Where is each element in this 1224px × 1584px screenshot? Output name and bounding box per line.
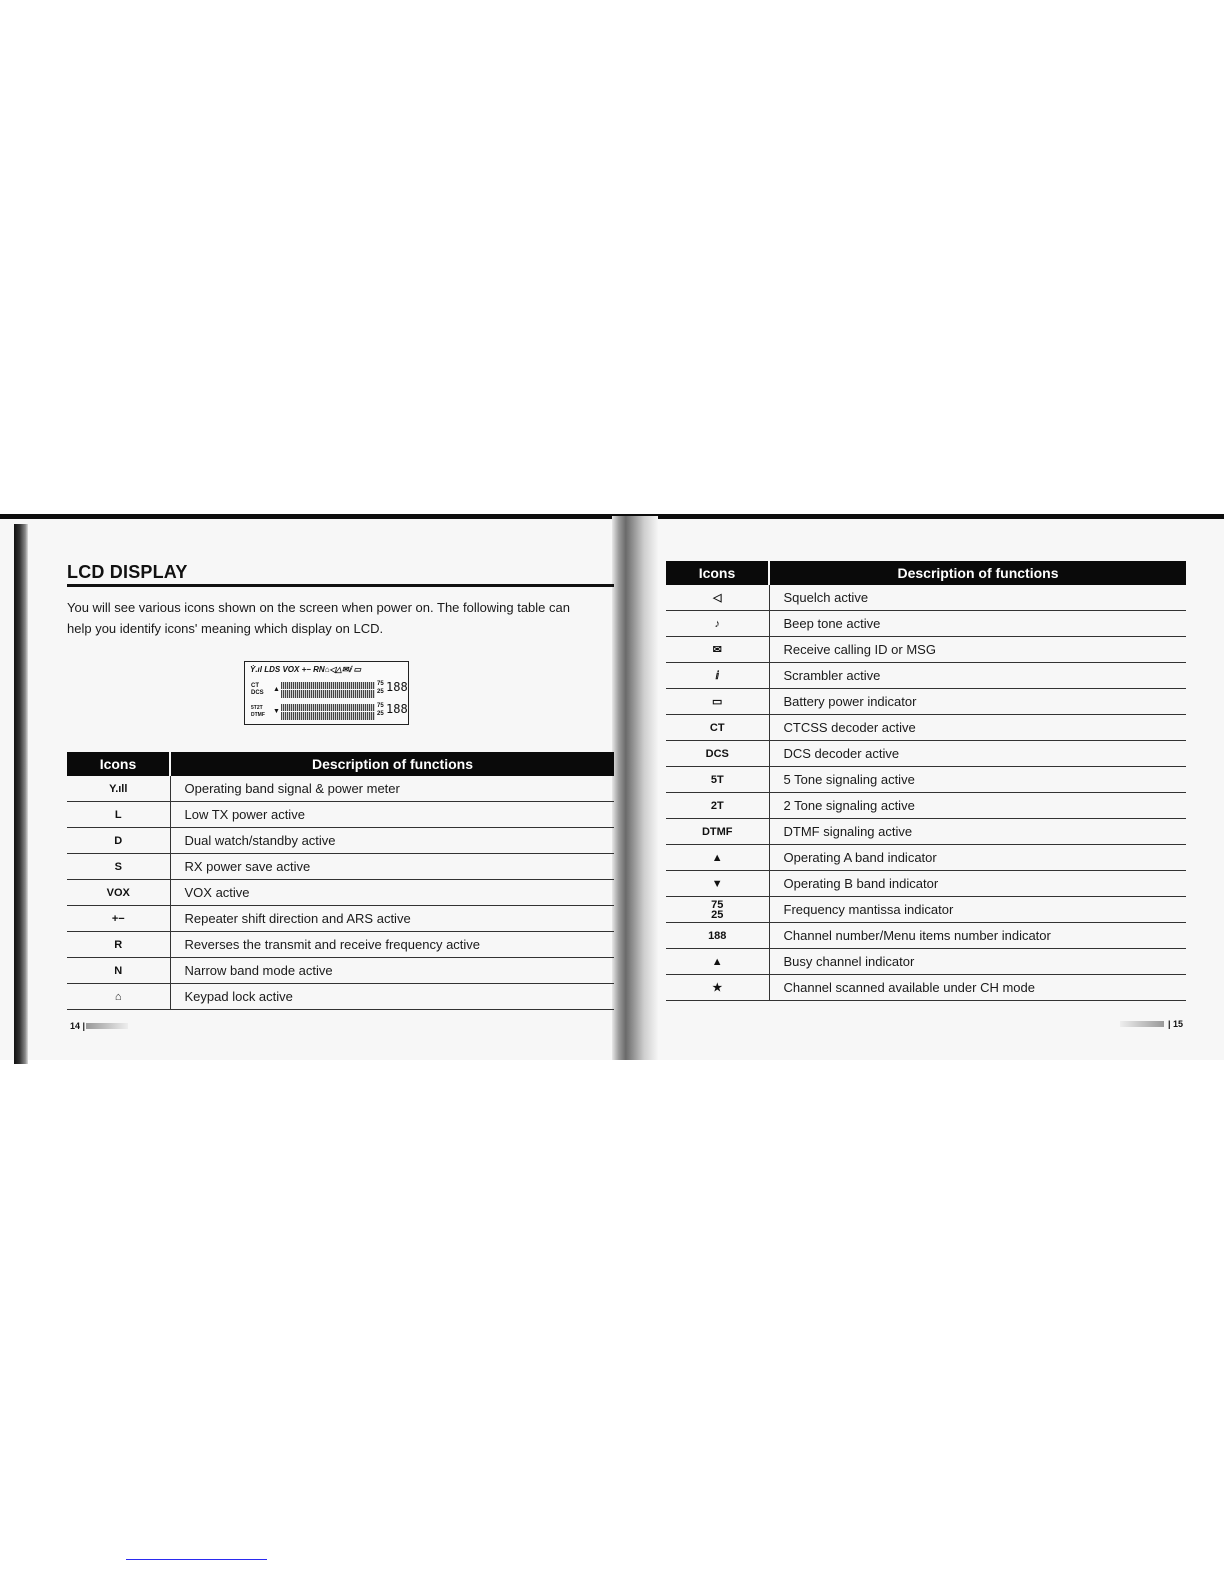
- row-description: Operating B band indicator: [769, 871, 1186, 897]
- table-row: [67, 880, 614, 906]
- row-icon: ▲: [666, 949, 769, 975]
- table-row: [666, 637, 1186, 663]
- table-row: [666, 845, 1186, 871]
- table-row: [666, 767, 1186, 793]
- row-description: Operating A band indicator: [769, 845, 1186, 871]
- row-description: Dual watch/standby active: [170, 828, 614, 854]
- page-number-bar-left: [86, 1023, 128, 1029]
- lcd-a-arrow-icon: ▲: [273, 686, 280, 693]
- title-rule: [67, 584, 614, 587]
- icons-table-right: [666, 561, 1186, 1001]
- row-icon: Y.ıll: [67, 776, 170, 802]
- binding-shadow-left: [14, 524, 28, 1064]
- row-icon: ★: [666, 975, 769, 1001]
- table-row: [666, 715, 1186, 741]
- table-row: [666, 585, 1186, 611]
- row-icon: DTMF: [666, 819, 769, 845]
- row-description: RX power save active: [170, 854, 614, 880]
- table-row: [666, 793, 1186, 819]
- row-icon: DCS: [666, 741, 769, 767]
- row-icon: 75 25: [666, 897, 769, 923]
- row-icon: ⌂: [67, 984, 170, 1010]
- row-icon: D: [67, 828, 170, 854]
- row-icon: VOX: [67, 880, 170, 906]
- table-row: [67, 854, 614, 880]
- header-icons: Icons: [666, 561, 769, 585]
- row-icon: N: [67, 958, 170, 984]
- table-header-row: [67, 752, 614, 776]
- row-description: 2 Tone signaling active: [769, 793, 1186, 819]
- row-icon: ♪: [666, 611, 769, 637]
- row-icon: 188: [666, 923, 769, 949]
- row-description: Keypad lock active: [170, 984, 614, 1010]
- page-number-right: | 15: [1168, 1019, 1184, 1029]
- table-row: [67, 906, 614, 932]
- row-icon: ◁: [666, 585, 769, 611]
- table-row: [666, 611, 1186, 637]
- header-icons: Icons: [67, 752, 170, 776]
- row-icon: +−: [67, 906, 170, 932]
- row-icon: ▼: [666, 871, 769, 897]
- row-description: Receive calling ID or MSG: [769, 637, 1186, 663]
- table-row: [666, 923, 1186, 949]
- header-description: Description of functions: [170, 752, 614, 776]
- lcd-segment-display-a: [281, 682, 375, 698]
- row-description: Squelch active: [769, 585, 1186, 611]
- table-row: [666, 741, 1186, 767]
- lcd-row-b-labels: 5T2T DTMF: [251, 705, 265, 718]
- lcd-channel-b: 188: [386, 702, 408, 716]
- lcd-mantissa-b: 75 25: [377, 703, 384, 717]
- table-row: [67, 828, 614, 854]
- row-description: Low TX power active: [170, 802, 614, 828]
- footer-link-line: [126, 1559, 267, 1560]
- row-description: 5 Tone signaling active: [769, 767, 1186, 793]
- lcd-row-a: [249, 680, 408, 700]
- table-row: [666, 689, 1186, 715]
- table-row: [666, 663, 1186, 689]
- lcd-row-b: [249, 702, 408, 722]
- page-number-left: 14 |: [70, 1021, 86, 1031]
- table-row: [666, 897, 1186, 923]
- row-description: DCS decoder active: [769, 741, 1186, 767]
- page-number-bar-right: [1120, 1021, 1164, 1027]
- table-header-row: [666, 561, 1186, 585]
- row-icon: S: [67, 854, 170, 880]
- row-description: Battery power indicator: [769, 689, 1186, 715]
- table-row: [67, 932, 614, 958]
- table-row: [666, 949, 1186, 975]
- row-description: Narrow band mode active: [170, 958, 614, 984]
- right-page: [658, 519, 1218, 1059]
- lcd-segment-display-b: [281, 704, 375, 720]
- lcd-b-arrow-icon: ▼: [273, 708, 280, 715]
- row-description: Frequency mantissa indicator: [769, 897, 1186, 923]
- lcd-diagram: [244, 661, 409, 725]
- row-icon: L: [67, 802, 170, 828]
- page-title: LCD DISPLAY: [67, 562, 188, 582]
- left-page: [28, 519, 612, 1059]
- icons-table-left: [67, 752, 614, 1010]
- table-row: [67, 802, 614, 828]
- row-description: DTMF signaling active: [769, 819, 1186, 845]
- row-icon: ▲: [666, 845, 769, 871]
- intro-paragraph: You will see various icons shown on the screen when power on. The following table can help you identify icons' meaning which display on LCD.: [67, 600, 570, 636]
- table-row: [666, 975, 1186, 1001]
- row-description: Channel scanned available under CH mode: [769, 975, 1186, 1001]
- row-icon: CT: [666, 715, 769, 741]
- row-description: Reverses the transmit and receive frequency active: [170, 932, 614, 958]
- lcd-mantissa-a: 75 25: [377, 681, 384, 695]
- row-description: Busy channel indicator: [769, 949, 1186, 975]
- row-icon: ▭: [666, 689, 769, 715]
- row-description: Repeater shift direction and ARS active: [170, 906, 614, 932]
- table-row: [666, 819, 1186, 845]
- header-description: Description of functions: [769, 561, 1186, 585]
- row-description: Beep tone active: [769, 611, 1186, 637]
- row-icon: R: [67, 932, 170, 958]
- table-row: [666, 871, 1186, 897]
- lcd-channel-a: 188: [386, 680, 408, 694]
- lcd-row-a-labels: CT DCS: [251, 683, 264, 696]
- row-description: Channel number/Menu items number indicator: [769, 923, 1186, 949]
- table-row: [67, 776, 614, 802]
- book-gutter: [612, 516, 658, 1060]
- lcd-top-icons: Ẏ.ıl LDS VOX +− RN⌂◁△✉ⅈ ▭: [250, 665, 362, 674]
- table-row: [67, 984, 614, 1010]
- row-icon: ✉: [666, 637, 769, 663]
- row-icon: 2T: [666, 793, 769, 819]
- row-description: Operating band signal & power meter: [170, 776, 614, 802]
- row-description: CTCSS decoder active: [769, 715, 1186, 741]
- row-description: Scrambler active: [769, 663, 1186, 689]
- row-icon: 5T: [666, 767, 769, 793]
- row-description: VOX active: [170, 880, 614, 906]
- row-icon: ⅈ: [666, 663, 769, 689]
- table-row: [67, 958, 614, 984]
